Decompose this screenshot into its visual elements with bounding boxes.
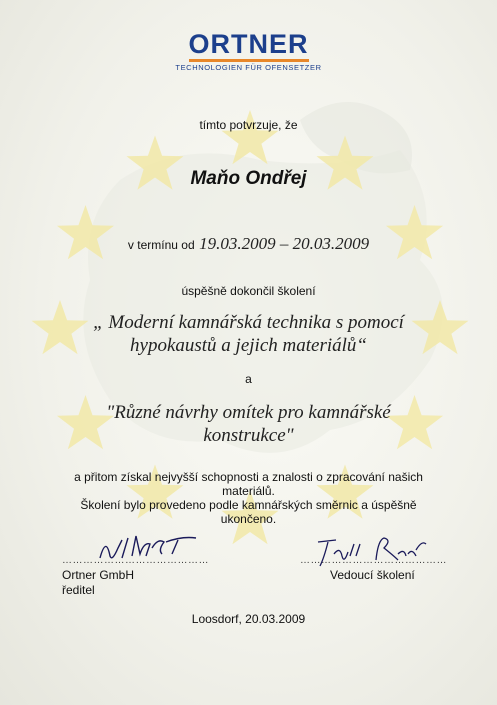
course2-line2: konstrukce" <box>203 425 294 446</box>
signature-line-right: …………………………………… <box>300 555 447 566</box>
confirm-text: tímto potvrzuje, že <box>199 118 298 132</box>
result-line2: materiálů. <box>222 484 275 498</box>
signature-block-left <box>62 553 222 598</box>
course1-line2: hypokaustů a jejich materiálů“ <box>130 335 367 356</box>
result-line4: ukončeno. <box>220 512 277 526</box>
logo-tagline: TECHNOLOGIEN FÜR OFENSETZER <box>175 63 322 72</box>
completed-text: úspěšně dokončil školení <box>181 284 316 298</box>
signature-line-left: …………………………………… <box>62 555 209 566</box>
term-row <box>0 233 497 255</box>
logo-stripe <box>189 59 309 62</box>
result-line3: Školení bylo provedeno podle kamnářských směrnic a úspěšně <box>80 498 417 512</box>
signature-role-left: ředitel <box>62 583 95 597</box>
term-label: v termínu od <box>127 238 195 252</box>
signature-org: Ortner GmbH <box>62 568 135 582</box>
term-dates: 19.03.2009 – 20.03.2009 <box>199 234 370 253</box>
signature-role-right: Vedoucí školení <box>330 568 415 582</box>
course1-line1: „ Moderní kamnářská technika s pomocí <box>93 312 404 333</box>
conjunction: a <box>245 372 252 386</box>
ortner-logo <box>0 30 497 72</box>
place-date: Loosdorf, 20.03.2009 <box>191 612 306 626</box>
signature-block-right <box>300 553 460 583</box>
logo-wordmark: ORTNER <box>188 29 309 59</box>
course2-line1: "Různé návrhy omítek pro kamnářské <box>106 402 391 423</box>
result-line1: a přitom získal nejvyšší schopnosti a znalosti o zpracování našich <box>74 470 423 484</box>
person-name: Maňo Ondřej <box>190 168 307 189</box>
